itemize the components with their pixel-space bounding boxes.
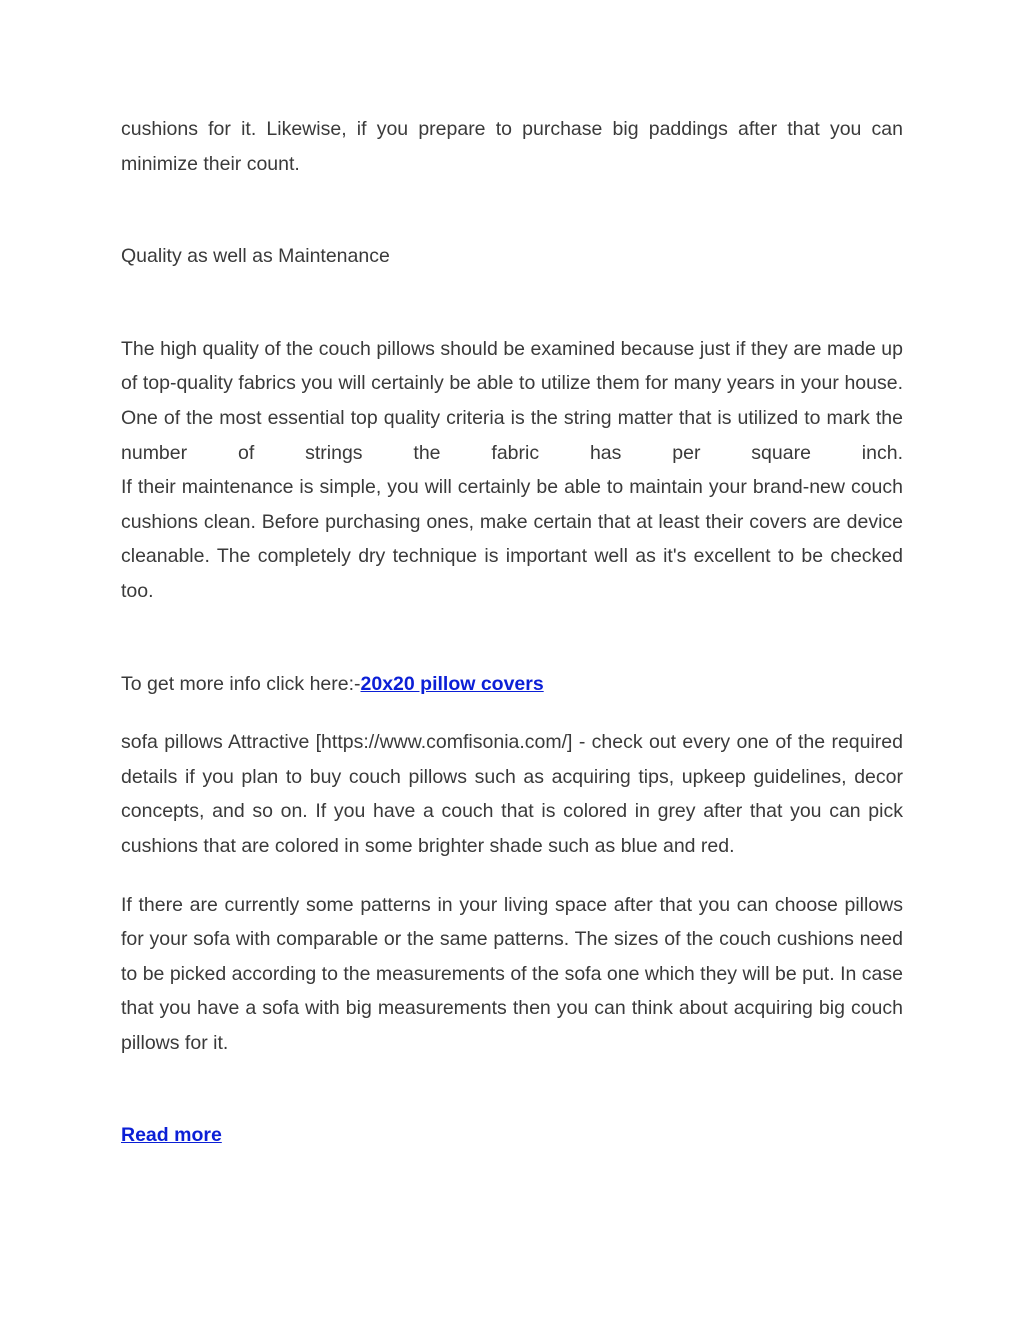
- pillow-covers-link[interactable]: 20x20 pillow covers: [360, 672, 544, 695]
- read-more-link[interactable]: Read more: [121, 1124, 222, 1147]
- intro-paragraph: cushions for it. Likewise, if you prepare to purchase big paddings after that you can minimize their count.: [121, 118, 903, 175]
- quality-paragraph-part1: The high quality of the couch pillows should be examined because just if they are made up of top-quality fabrics you will certainly be able to utilize them for many years in your house. One of the most essential top quality criteria is the string matter that is utilized to mark the number of strings the fabric has per square inch.: [121, 337, 903, 464]
- quality-paragraph-part2: If their maintenance is simple, you will certainly be able to maintain your brand-new couch cushions clean. Before purchasing ones, make certain that at least their covers are device cleanable. The completely dry technique is important well as it's excellent to be checked too.: [121, 476, 903, 602]
- document-page: [121, 112, 903, 1153]
- info-prefix: To get more info click here:-: [121, 672, 361, 695]
- section-heading: Quality as well as Maintenance: [121, 245, 390, 268]
- info-line: [121, 667, 903, 702]
- read-more-line: [121, 1118, 903, 1153]
- sofa-paragraph: sofa pillows Attractive [https://www.comfisonia.com/] - check out every one of the required details if you plan to buy couch pillows such as acquiring tips, upkeep guidelines, decor concepts, and so on. If you have a couch that is colored in grey after that you can pick cushions that are colored in some brighter shade such as blue and red.: [121, 731, 903, 857]
- patterns-paragraph: If there are currently some patterns in your living space after that you can choose pillows for your sofa with comparable or the same patterns. The sizes of the couch cushions need to be picked according to the measurements of the sofa one which they will be put. In case that you have a sofa with big measurements then you can think about acquiring big couch pillows for it.: [121, 893, 903, 1054]
